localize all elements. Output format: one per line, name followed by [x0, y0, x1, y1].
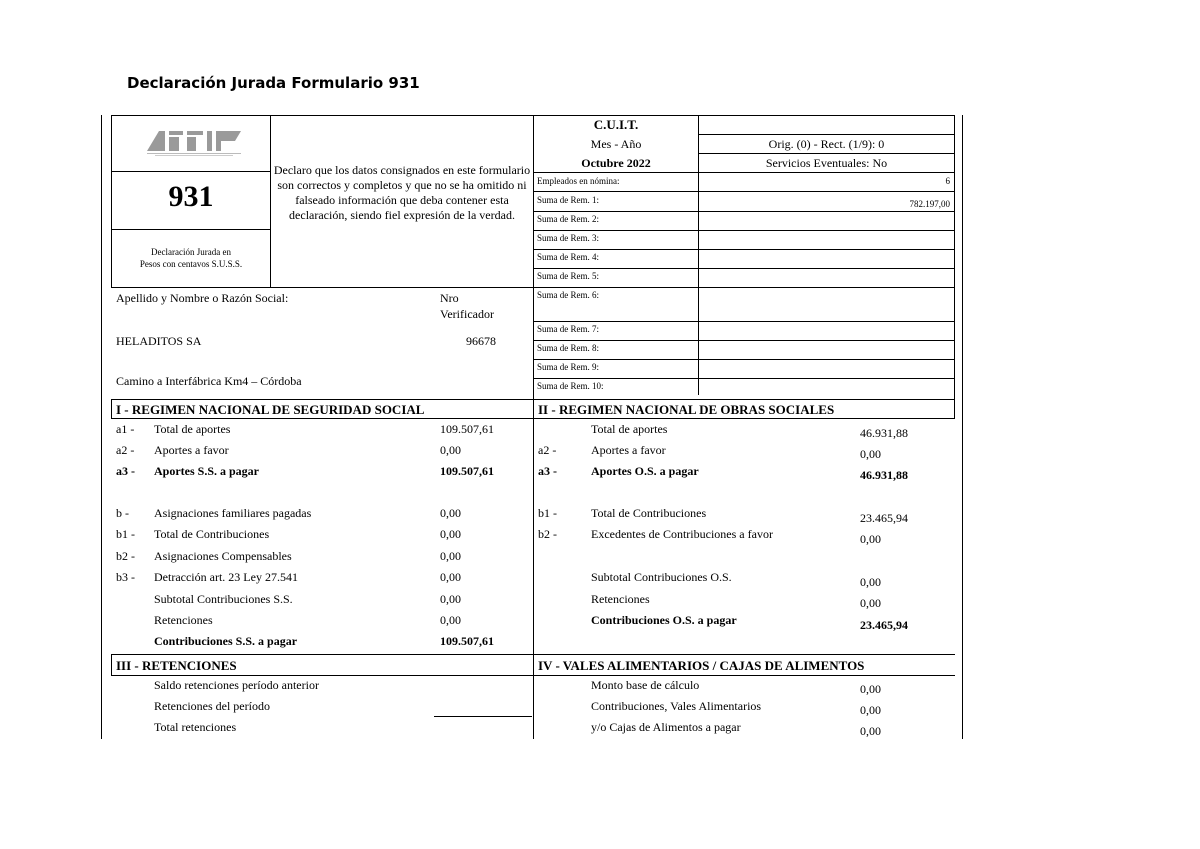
row-value: 0,00: [440, 570, 461, 584]
servicios-eventuales: Servicios Eventuales: No: [765, 156, 888, 170]
row-label: Total de aportes: [154, 422, 231, 436]
section-4-title: IV - VALES ALIMENTARIOS / CAJAS DE ALIMENTOS: [538, 658, 865, 673]
rem-row-label: Empleados en nómina:: [537, 176, 620, 186]
rem-row-label: Suma de Rem. 8:: [537, 343, 599, 353]
row-value: 109.507,61: [440, 422, 494, 436]
row-value: 0,00: [440, 592, 461, 606]
row-label: Subtotal Contribuciones O.S.: [591, 570, 732, 584]
row-value: 0,00: [860, 682, 881, 696]
row-label: Asignaciones familiares pagadas: [154, 506, 312, 520]
verifier-number: 96678: [466, 334, 496, 348]
row-code: a3 -: [116, 464, 135, 478]
rem-row-label: Suma de Rem. 1:: [537, 195, 599, 205]
row-label: Asignaciones Compensables: [154, 549, 292, 563]
row-value: 23.465,94: [860, 618, 908, 632]
row-label: Total de aportes: [591, 422, 668, 436]
verifier-label-2: Verificador: [440, 307, 494, 321]
row-label: y/o Cajas de Alimentos a pagar: [591, 720, 741, 734]
row-label: Total retenciones: [154, 720, 237, 734]
rem-row-label: Suma de Rem. 9:: [537, 362, 599, 372]
row-label: Contribuciones, Vales Alimentarios: [591, 699, 762, 713]
row-code: b1 -: [538, 506, 557, 520]
cuit-label: C.U.I.T.: [593, 117, 639, 132]
company-address: Camino a Interfábrica Km4 – Córdoba: [116, 374, 302, 388]
row-label: Contribuciones O.S. a pagar: [591, 613, 737, 627]
row-value: 0,00: [440, 549, 461, 563]
rem-row-value: 6: [945, 176, 950, 186]
row-value: 46.931,88: [860, 426, 908, 440]
row-code: a2 -: [116, 443, 135, 457]
form-caption-line-2: Pesos con centavos S.U.S.S.: [139, 259, 243, 269]
row-value: 0,00: [440, 506, 461, 520]
company-name: HELADITOS SA: [116, 334, 202, 348]
row-value: 0,00: [860, 596, 881, 610]
row-value: 46.931,88: [860, 468, 908, 482]
mes-anio-label: Mes - Año: [590, 137, 642, 151]
row-code: b1 -: [116, 527, 135, 541]
section-3-title: III - RETENCIONES: [116, 658, 237, 673]
row-value: 109.507,61: [440, 464, 494, 478]
row-label: Detracción art. 23 Ley 27.541: [154, 570, 298, 584]
row-label: Total de Contribuciones: [154, 527, 270, 541]
rem-row-label: Suma de Rem. 6:: [537, 290, 599, 300]
rem-row-label: Suma de Rem. 3:: [537, 233, 599, 243]
rem-row-label: Suma de Rem. 4:: [537, 252, 599, 262]
row-value: 0,00: [440, 527, 461, 541]
row-label: Aportes O.S. a pagar: [591, 464, 699, 478]
row-code: a2 -: [538, 443, 557, 457]
row-label: Excedentes de Contribuciones a favor: [591, 527, 773, 541]
row-value: 0,00: [440, 443, 461, 457]
verifier-label-1: Nro: [440, 291, 459, 305]
page-title: Declaración Jurada Formulario 931: [127, 74, 420, 92]
row-value: 0,00: [860, 724, 881, 738]
section-1-title: I - REGIMEN NACIONAL DE SEGURIDAD SOCIAL: [116, 402, 425, 417]
rem-row-value: 782.197,00: [909, 199, 950, 209]
row-label: Monto base de cálculo: [591, 678, 700, 692]
declaration-text: Declaro que los datos consignados en este formulario son correctos y completos y que no se ha omitido ni falseado información que deba contener esta declaración, siendo fiel expresión de la verdad.: [273, 163, 531, 222]
row-value: 0,00: [860, 447, 881, 461]
row-value: 0,00: [860, 575, 881, 589]
row-value: 0,00: [860, 703, 881, 717]
row-label: Retenciones: [154, 613, 213, 627]
row-label: Aportes a favor: [591, 443, 666, 457]
row-label: Aportes S.S. a pagar: [154, 464, 260, 478]
row-label: Retenciones del período: [154, 699, 270, 713]
row-value: 0,00: [440, 613, 461, 627]
row-label: Total de Contribuciones: [591, 506, 707, 520]
rem-row-label: Suma de Rem. 5:: [537, 271, 599, 281]
row-code: b3 -: [116, 570, 135, 584]
row-value: 109.507,61: [440, 634, 494, 648]
row-label: Subtotal Contribuciones S.S.: [154, 592, 293, 606]
row-code: b -: [116, 506, 129, 520]
form-number: 931: [168, 180, 214, 213]
company-name-label: Apellido y Nombre o Razón Social:: [116, 291, 289, 305]
row-code: a3 -: [538, 464, 557, 478]
row-label: Aportes a favor: [154, 443, 229, 457]
row-code: b2 -: [538, 527, 557, 541]
rem-row-label: Suma de Rem. 10:: [537, 381, 604, 391]
row-code: a1 -: [116, 422, 135, 436]
row-label: Contribuciones S.S. a pagar: [154, 634, 298, 648]
row-value: 0,00: [860, 532, 881, 546]
row-label: Retenciones: [591, 592, 650, 606]
form-caption-line-1: Declaración Jurada en: [151, 247, 231, 257]
rem-row-label: Suma de Rem. 2:: [537, 214, 599, 224]
form-caption: [112, 246, 270, 270]
section-2-title: II - REGIMEN NACIONAL DE OBRAS SOCIALES: [538, 402, 835, 417]
orig-rect: Orig. (0) - Rect. (1/9): 0: [768, 137, 885, 151]
mes-anio-value: Octubre 2022: [581, 156, 651, 170]
row-value: 23.465,94: [860, 511, 908, 525]
row-code: b2 -: [116, 549, 135, 563]
afip-logo: [145, 127, 245, 159]
row-label: Saldo retenciones período anterior: [154, 678, 319, 692]
rem-row-label: Suma de Rem. 7:: [537, 324, 599, 334]
